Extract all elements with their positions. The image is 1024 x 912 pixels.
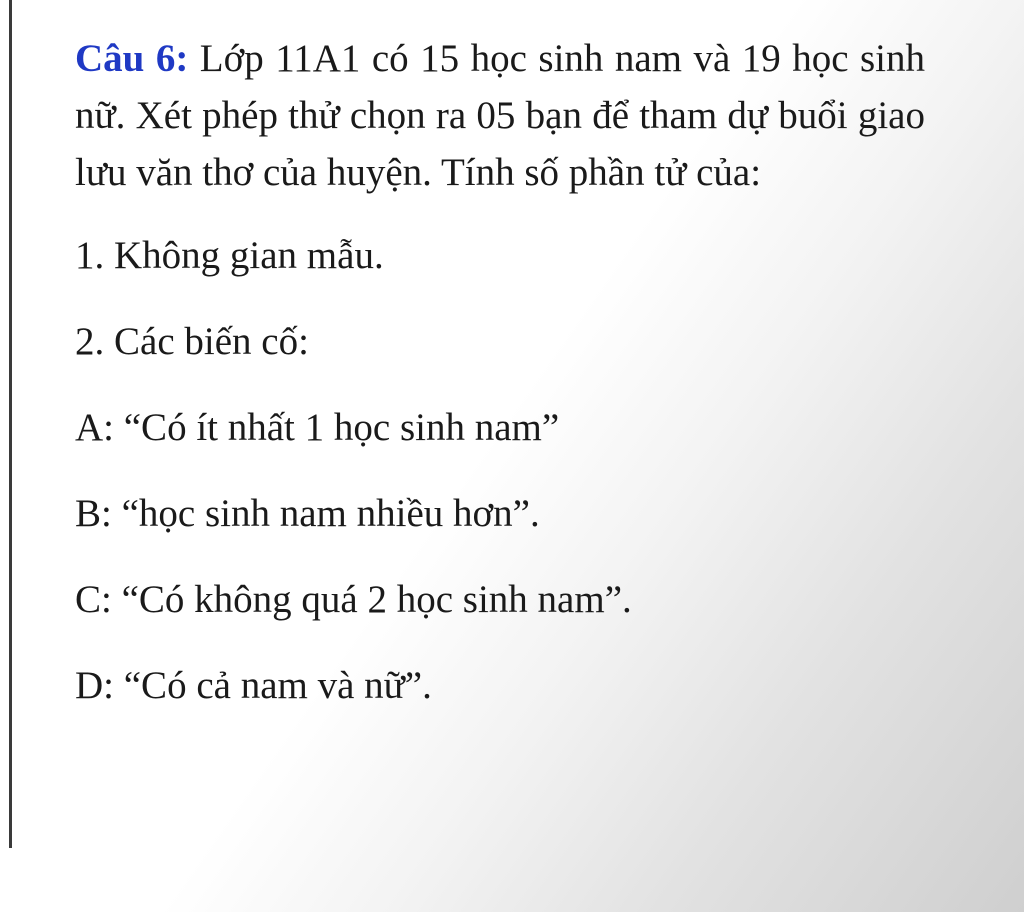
event-b: B: “học sinh nam nhiều hơn”. bbox=[75, 492, 540, 535]
question-label: Câu 6: bbox=[75, 37, 189, 80]
event-d: D: “Có cả nam và nữ”. bbox=[75, 664, 432, 707]
event-c: C: “Có không quá 2 học sinh nam”. bbox=[75, 578, 632, 621]
question-block bbox=[75, 30, 925, 714]
item-sample-space: 1. Không gian mẫu. bbox=[75, 234, 384, 277]
question-text: Lớp 11A1 có 15 học sinh nam và 19 học sinh nữ. Xét phép thử chọn ra 05 bạn để tham dự buổi giao lưu văn thơ của huyện. Tính số phần tử của: bbox=[75, 37, 926, 194]
question-paragraph bbox=[75, 30, 925, 201]
item-events-heading: 2. Các biến cố: bbox=[75, 320, 309, 363]
event-a: A: “Có ít nhất 1 học sinh nam” bbox=[75, 406, 560, 449]
left-border-line bbox=[9, 0, 12, 848]
